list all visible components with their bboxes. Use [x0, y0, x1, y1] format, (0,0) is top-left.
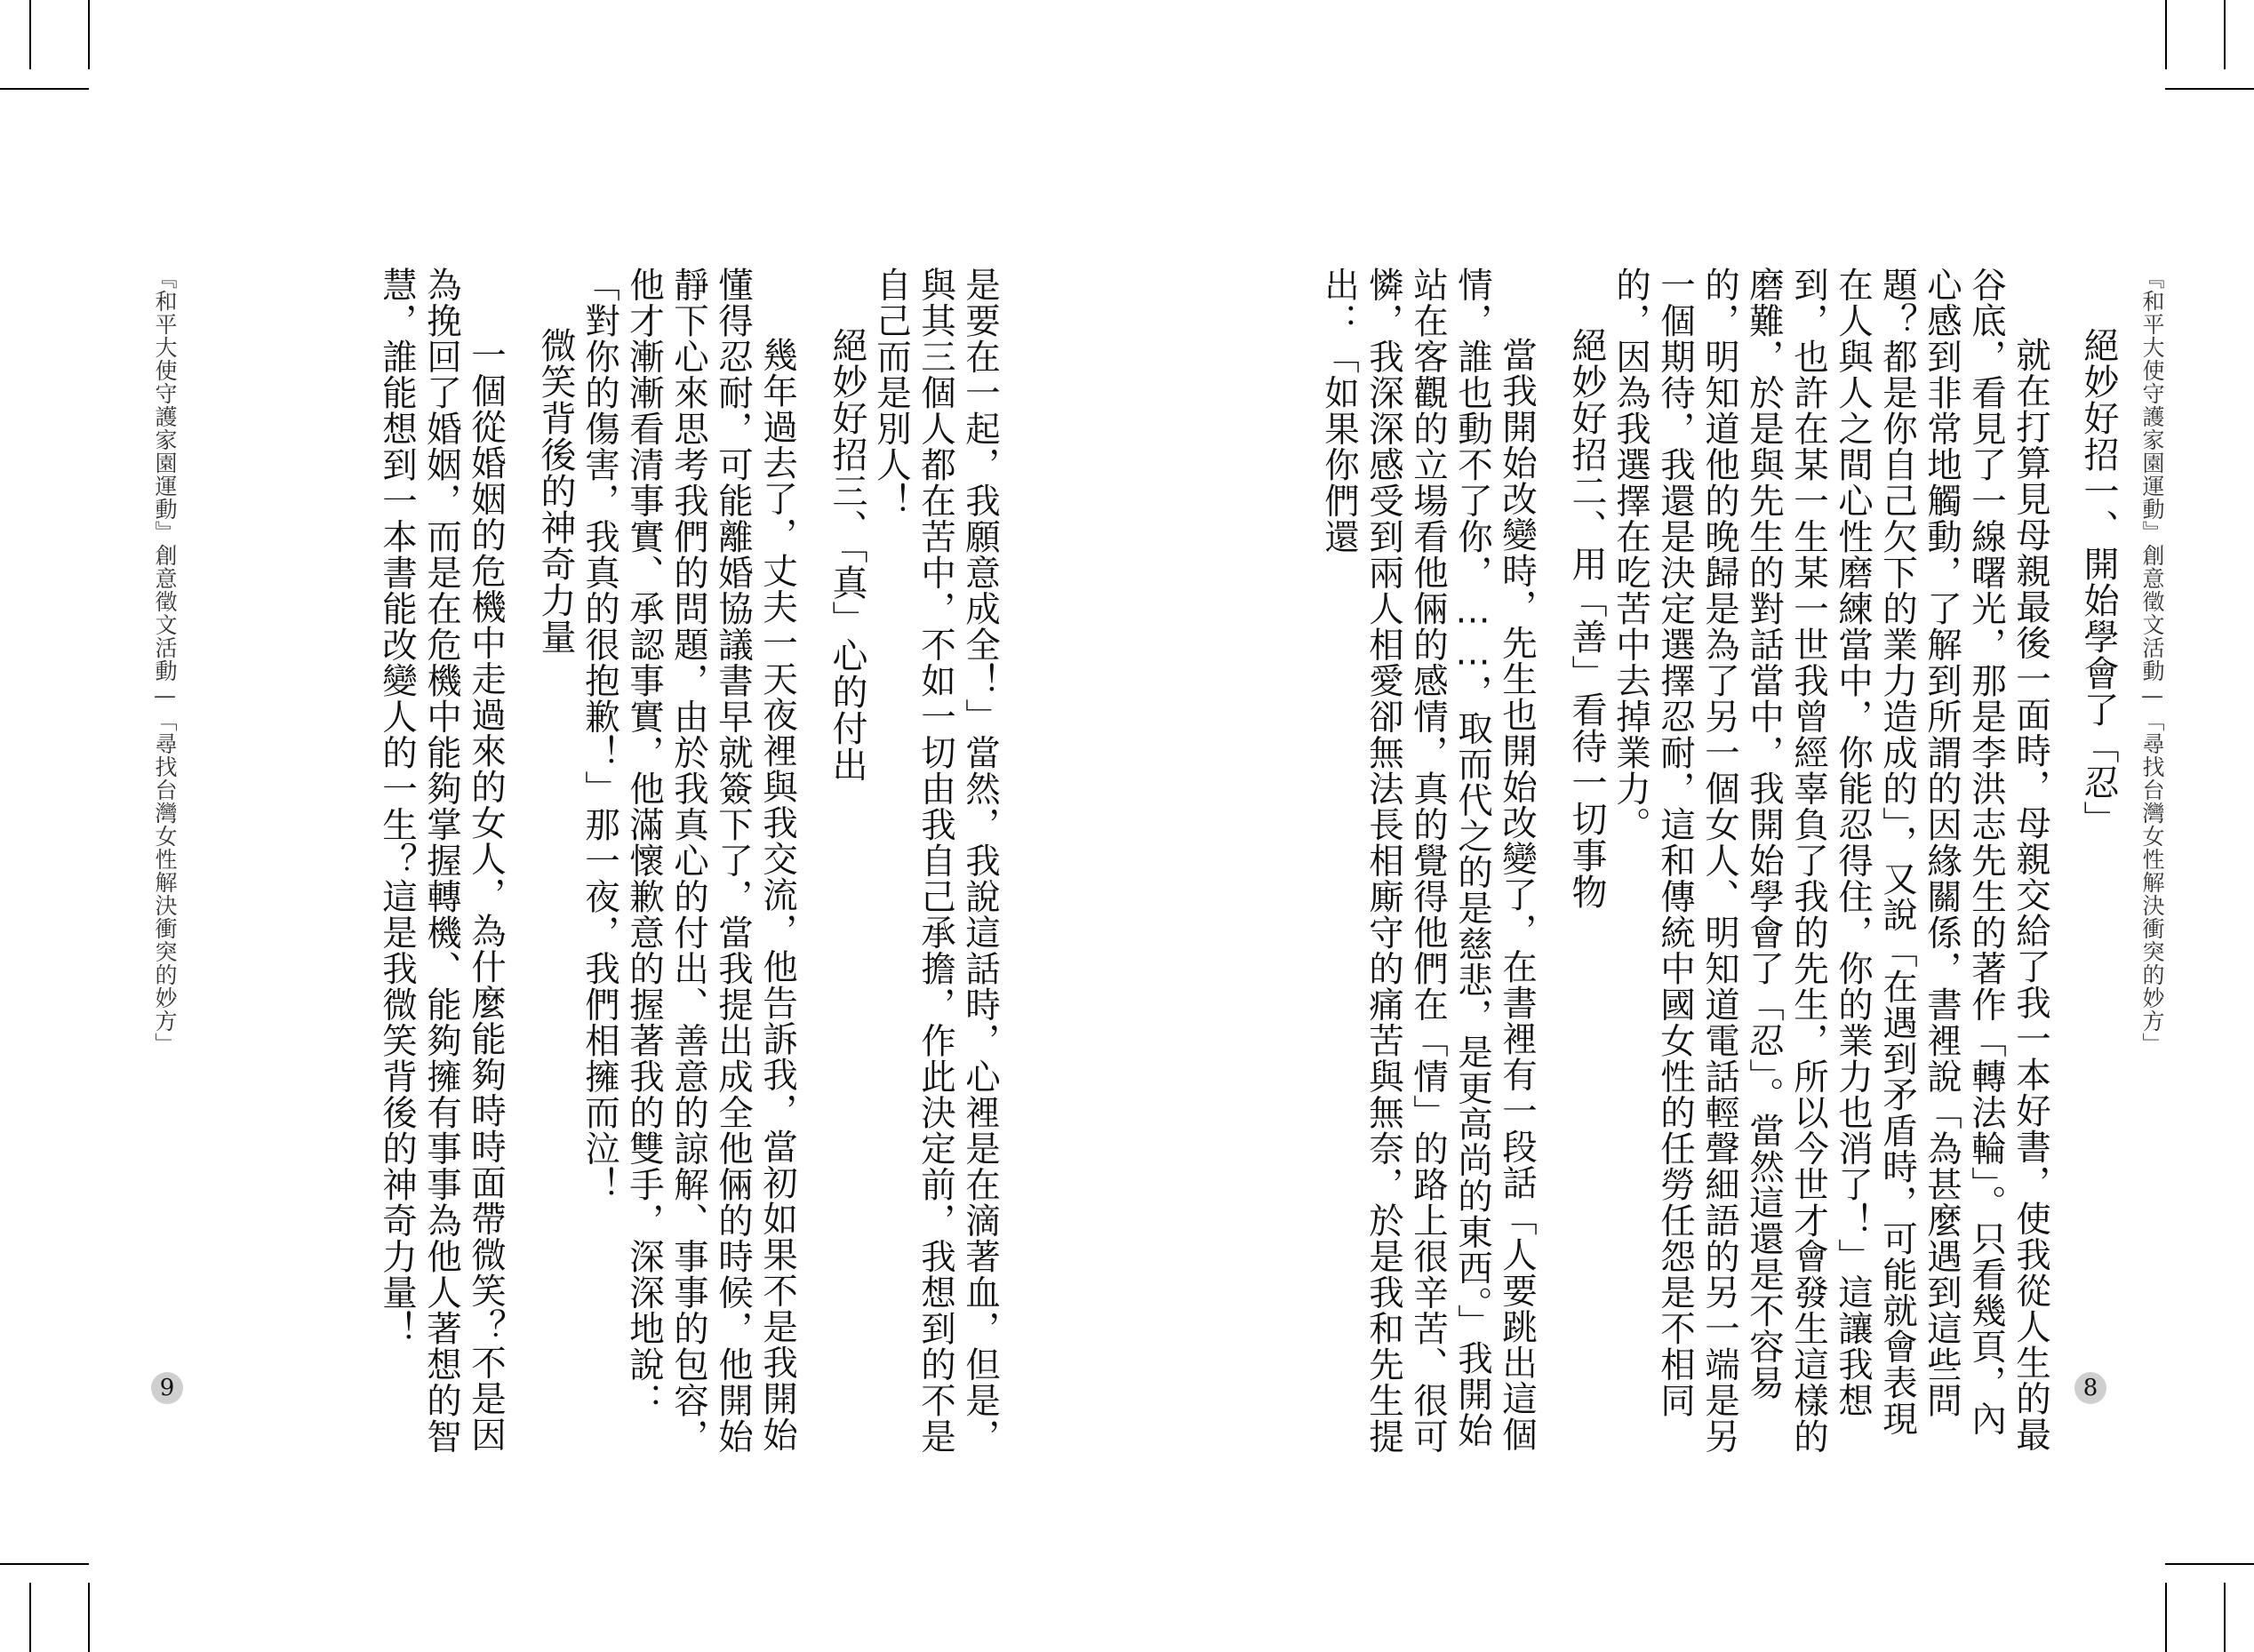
- paragraph: 是要在一起，我願意成全！」當然，我說這話時，心裡是在滴著血，但是，與其三個人都在苦中，不如一切由我自己承擔，作此決定前，我想到的不是自己而是別人！: [871, 267, 1001, 1455]
- section-heading-3: 絕妙好招三、「真」心的付出: [827, 327, 867, 783]
- running-header-left: 『和平大使守護家園運動』創意徵文活動—「尋找台灣女性解決衝突的妙方」: [152, 267, 178, 1056]
- section-heading-1: 絕妙好招一、開始學會了「忍」: [2078, 327, 2119, 837]
- running-header-right: 『和平大使守護家園運動』創意徵文活動—「尋找台灣女性解決衝突的妙方」: [2139, 267, 2165, 1056]
- page-number-left: 9: [151, 1372, 183, 1404]
- paragraph: 一個從婚姻的危機中走過來的女人，為什麼能夠時時面帶微笑？不是因為挽回了婚姻，而是在危機中能夠掌握轉機、能夠擁有事事為他人著想的智慧，誰能想到一本書能改變人的一生？這是我微笑背後的神奇力量！: [377, 267, 507, 1455]
- paragraph: 當我開始改變時，先生也開始改變了，在書裡有一段話「人要跳出這個情，誰也動不了你，……，取而代之的是慈悲，是更高尚的東西。」我開始站在客觀的立場看他倆的感情，真的覺得他們在「情」的路上很辛苦、很可憐，我深深感受到兩人相愛卻無法長相廝守的痛苦與無奈，於是我和先生提出：「如果你們還: [1319, 267, 1538, 1455]
- section-heading-4: 微笑背後的神奇力量: [535, 327, 576, 655]
- paragraph: 幾年過去了，丈夫一天夜裡與我交流，他告訴我，當初如果不是我開始懂得忍耐，可能離婚協議書早就簽下了，當我提出成全他倆的時候，他開始靜下心來思考我們的問題，由於我真心的付出、善意的諒解、事事的包容，他才漸漸看清事實、承認事實，他滿懷歉意的握著我的雙手，深深地說：「對你的傷害，我真的很抱歉！」那一夜，我們相擁而泣！: [579, 267, 798, 1455]
- page-right: [1127, 0, 2254, 1652]
- paragraph: 就在打算見母親最後一面時，母親交給了我一本好書，使我從人生的最谷底，看見了一線曙光，那是李洪志先生的著作「轉法輪」。只看幾頁，內心感到非常地觸動，了解到所謂的因緣關係，書裡說「為甚麼遇到這些問題？都是你自己欠下的業力造成的」，又說「在遇到矛盾時，可能就會表現在人與人之間心性磨練當中，你能忍得住，你的業力也消了！」這讓我想到，也許在某一生某一世我曾經辜負了我的先生，所以今世才會發生這樣的磨難，於是與先生的對話當中，我開始學會了「忍」。當然這還是不容易的，明知道他的晚歸是為了另一個女人、明知道電話輕聲細語的另一端是另一個期待，我還是決定選擇忍耐，這和傳統中國女性的任勞任怨是不相同的，因為我選擇在吃苦中去掉業力。: [1611, 267, 2051, 1455]
- page-number-right: 8: [2074, 1372, 2106, 1404]
- body-text-right: [1317, 267, 2121, 1457]
- body-text-left: [375, 267, 1003, 1457]
- section-heading-2: 絕妙好招二、用「善」看待一切事物: [1566, 327, 1607, 910]
